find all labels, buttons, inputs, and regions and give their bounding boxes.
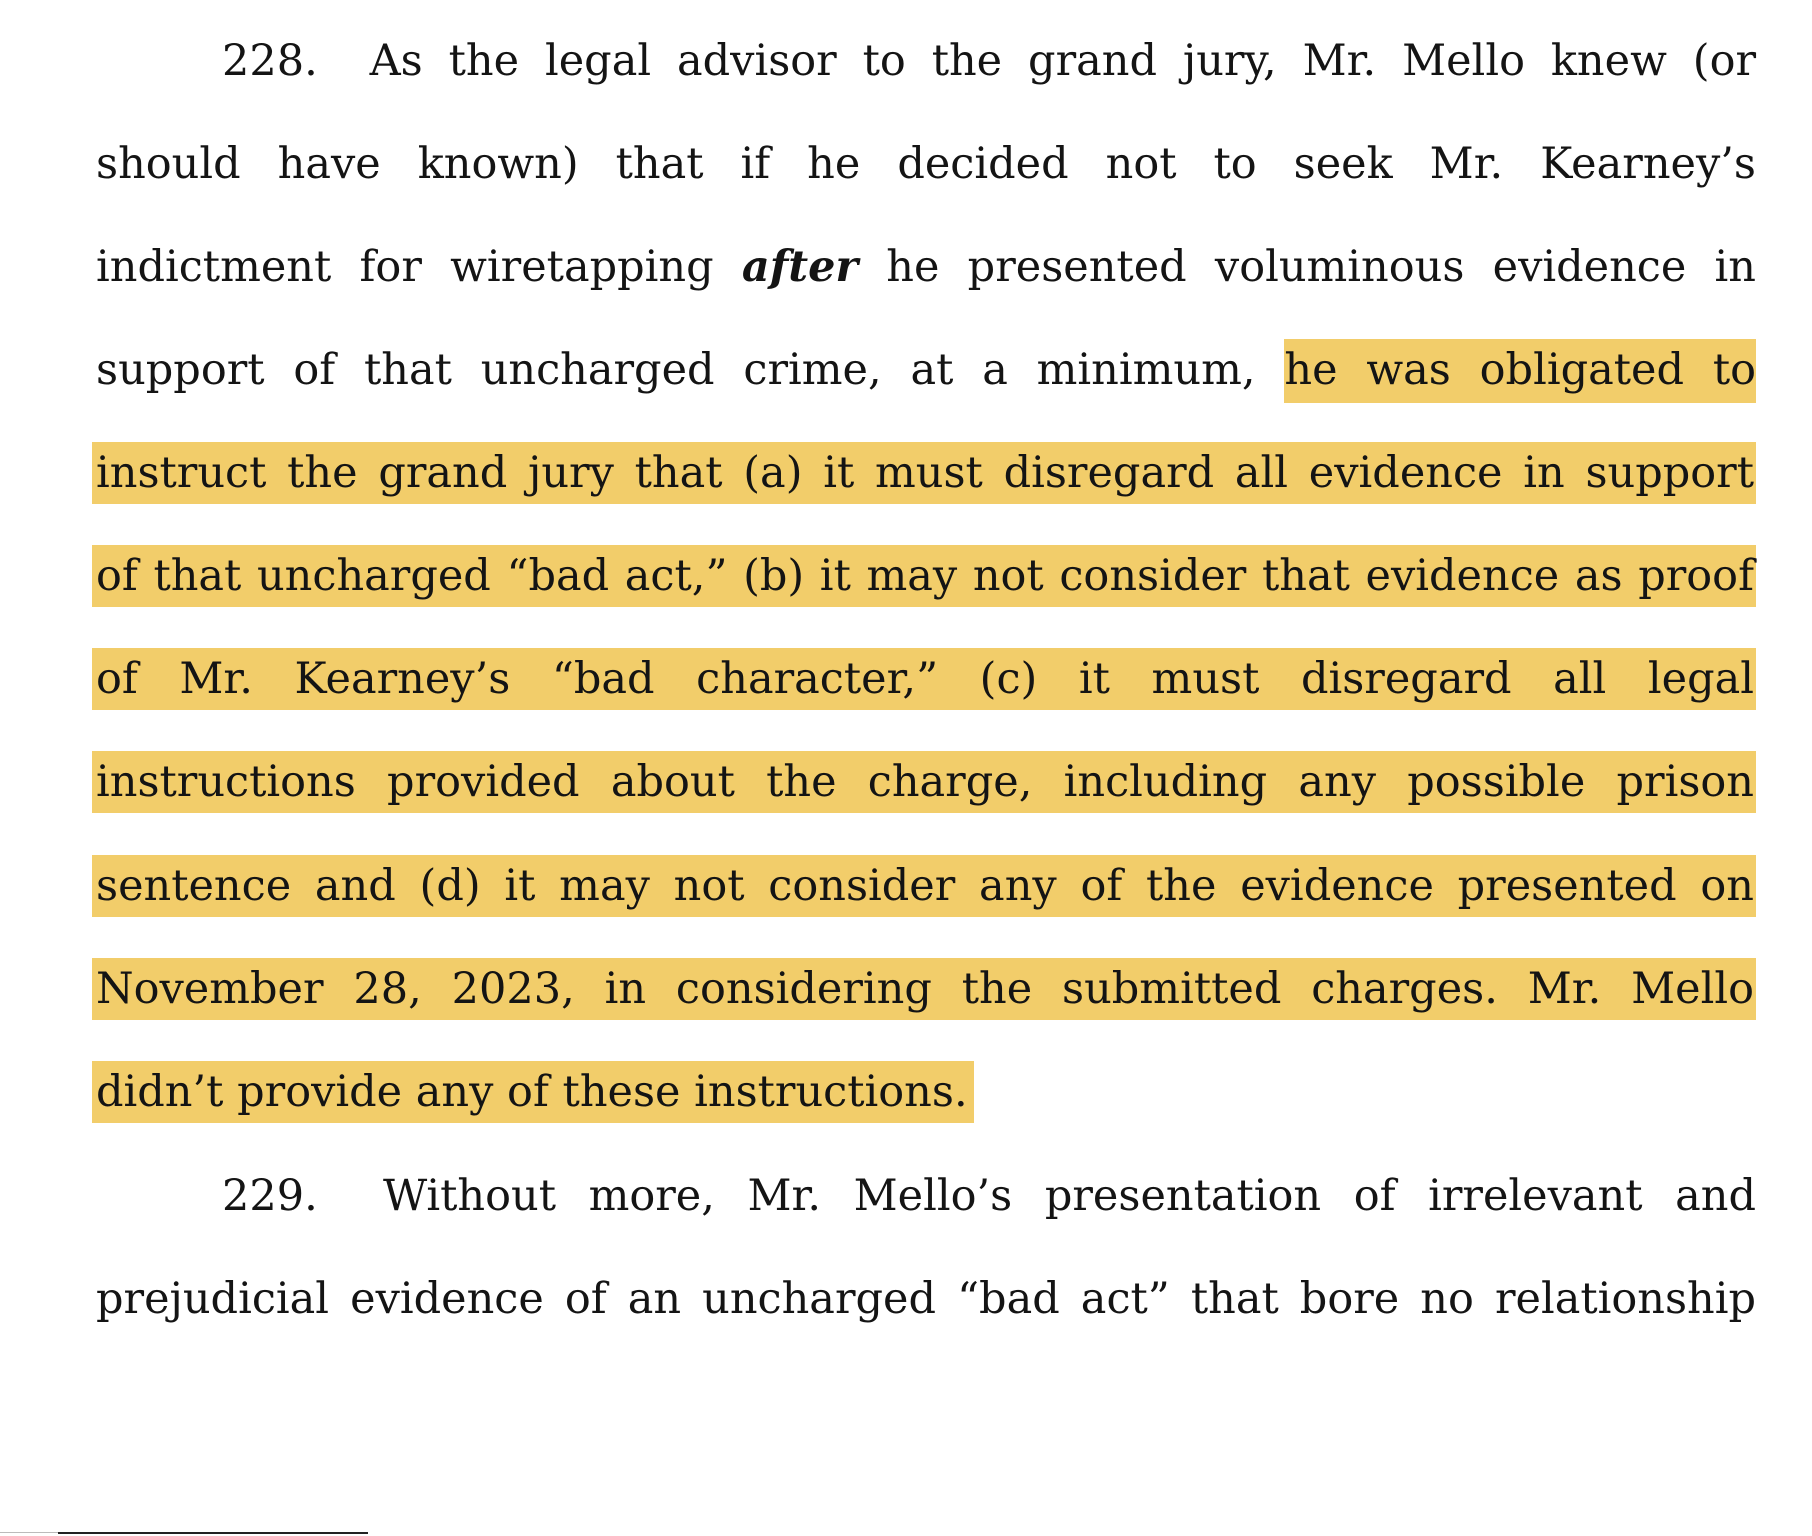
paragraph-number: 229. [222,1171,318,1221]
paragraph-number: 228. [222,36,318,86]
highlighted-line-5: instruct the grand jury that (a) it must disregard all evidence in support [92,442,1756,504]
highlighted-line-9: sentence and (d) it may not consider any of the evidence presented on [92,855,1756,917]
emphasis-after: after [741,242,859,292]
highlighted-line-6: of that uncharged “bad act,” (b) it may not consider that evidence as proof [92,545,1756,607]
paragraph-228-line-4: support of that uncharged crime, at a minimum, he was obligated to [96,339,1756,401]
highlighted-line-8: instructions provided about the charge, including any possible prison [92,751,1756,813]
footnote-divider [58,1532,368,1534]
paragraph-229-line-2: prejudicial evidence of an uncharged “bad act” that bore no relationship [96,1274,1756,1324]
highlighted-text: he was obligated to [1284,339,1756,403]
highlighted-line-11: didn’t provide any of these instructions. [92,1061,974,1123]
highlighted-line-7: of Mr. Kearney’s “bad character,” (c) it must disregard all legal [92,648,1756,710]
paragraph-228-line-3: indictment for wiretapping after he presented voluminous evidence in [96,242,1756,292]
paragraph-228-line-1: 228. As the legal advisor to the grand jury, Mr. Mello knew (or [222,36,1757,86]
page-edge-divider [0,1532,58,1533]
paragraph-228-line-2: should have known) that if he decided not to seek Mr. Kearney’s [96,139,1756,189]
highlighted-line-10: November 28, 2023, in considering the submitted charges. Mr. Mello [92,958,1756,1020]
paragraph-229-line-1: 229. Without more, Mr. Mello’s presentation of irrelevant and [222,1171,1756,1221]
